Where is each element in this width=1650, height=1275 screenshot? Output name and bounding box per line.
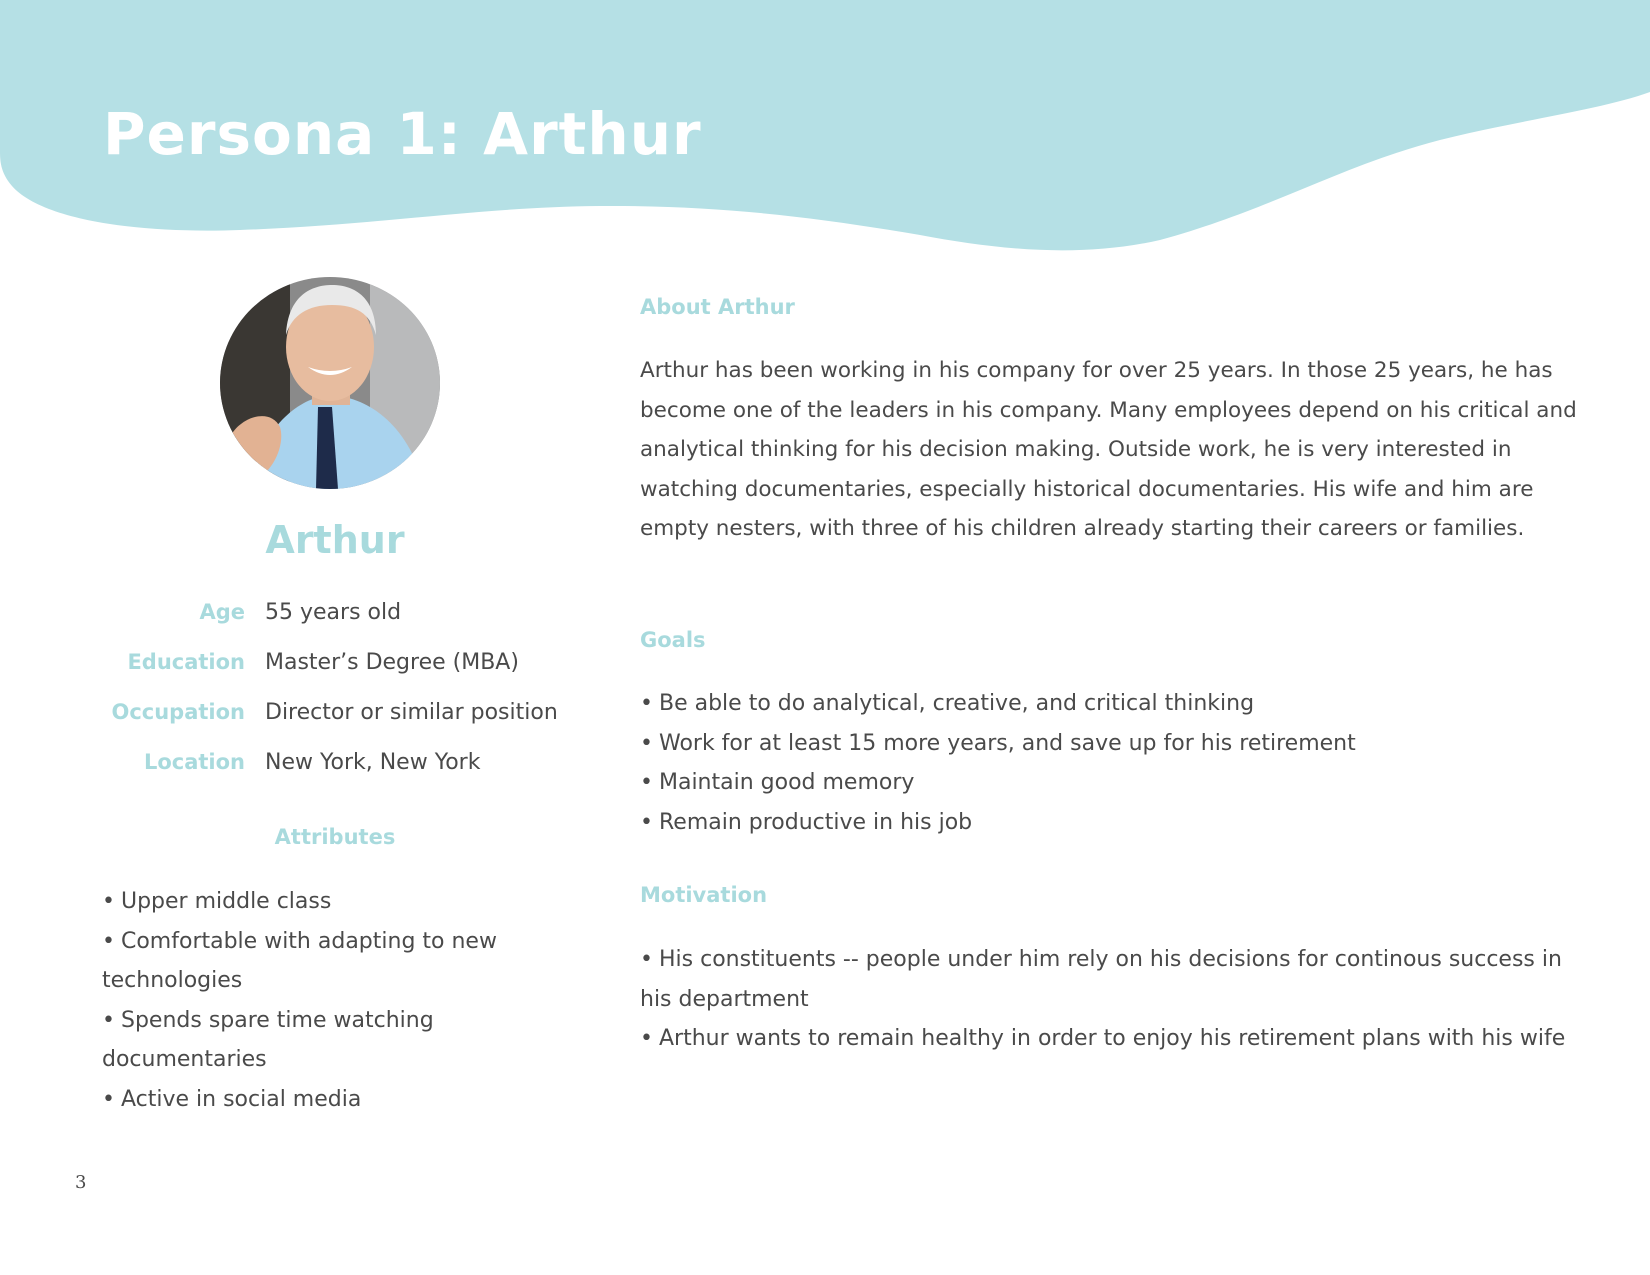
motivation-list [640,940,1580,1059]
detail-row-age [90,600,590,650]
about-heading: About Arthur [640,295,795,319]
list-item: • Remain productive in his job [640,803,1580,843]
list-item: • Comfortable with adapting to new technologies [102,922,532,1001]
portrait-photo-icon [220,277,440,489]
detail-label-age: Age [199,600,245,624]
list-item: • Arthur wants to remain healthy in order to enjoy his retirement plans with his wife [640,1019,1580,1059]
motivation-heading: Motivation [640,883,768,907]
detail-label-occupation: Occupation [111,700,245,724]
list-item: • Active in social media [102,1080,532,1120]
list-item: • Upper middle class [102,882,532,922]
detail-row-occupation [90,700,590,750]
attributes-list [102,882,532,1119]
list-item: • His constituents -- people under him rely on his decisions for continous success in his department [640,940,1580,1019]
goals-heading: Goals [640,628,706,652]
page-title: Persona 1: Arthur [103,100,702,168]
list-item: • Spends spare time watching documentaries [102,1001,532,1080]
list-item: • Maintain good memory [640,763,1580,803]
list-item: • Be able to do analytical, creative, and critical thinking [640,684,1580,724]
detail-row-location [90,750,590,800]
goals-list [640,684,1580,842]
detail-value-age: 55 years old [265,600,402,625]
detail-value-location: New York, New York [265,750,481,775]
about-text: Arthur has been working in his company for over 25 years. In those 25 years, he has become one of the leaders in his company. Many employees depend on his critical and analytical thinking for his decision making. Outside work, he is very interested in watching documentaries, especially historical documentaries. His wife and him are empty nesters, with three of his children already starting their careers or families. [640,358,1577,542]
profile-details [90,600,590,800]
avatar [220,277,440,489]
detail-value-education: Master’s Degree (MBA) [265,650,519,675]
page-number: 3 [75,1172,87,1193]
detail-label-education: Education [127,650,245,674]
detail-value-occupation: Director or similar position [265,700,558,725]
detail-row-education [90,650,590,700]
attributes-heading: Attributes [274,825,396,849]
detail-label-location: Location [143,750,245,774]
list-item: • Work for at least 15 more years, and save up for his retirement [640,724,1580,764]
person-name: Arthur [265,518,405,562]
